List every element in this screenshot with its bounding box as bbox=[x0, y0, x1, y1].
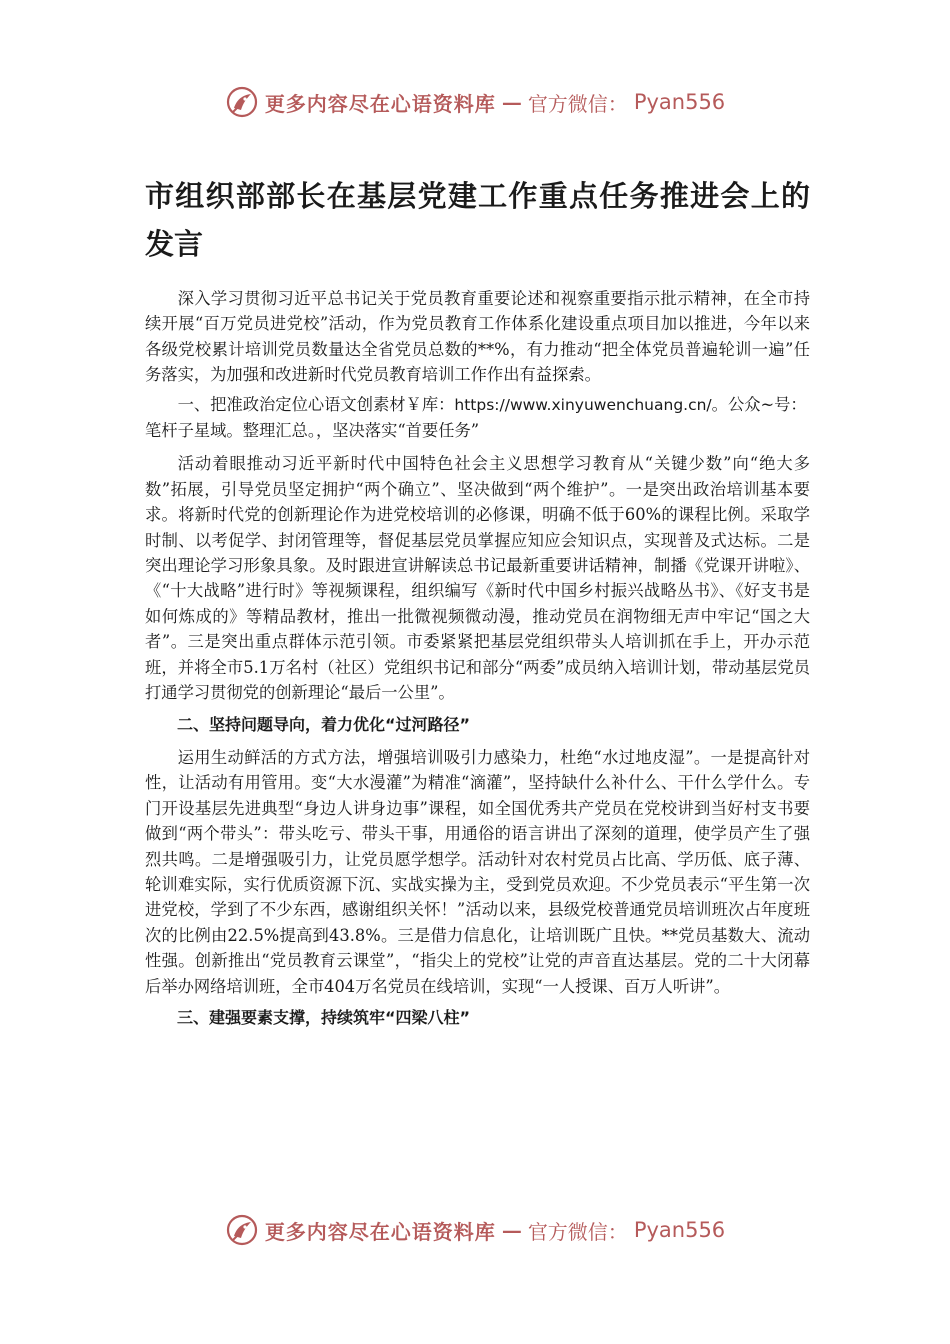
intro-paragraph: 深入学习贯彻习近平总书记关于党员教育重要论述和视察重要指示批示精神，在全市持续开展“百万党员进党校”活动，作为党员教育工作体系化建设重点项目加以推进，今年以来各级党校累计培训党员数量达全省党员总数的**%，有力推动“把全体党员普遍轮训一遍”任务落实，为加强和改进新时代党员教育培训工作作出有益探索。 bbox=[145, 289, 810, 385]
section1-heading-suffix: 。公众~号：笔杆子星域。整理汇总。，坚决落实“首要任务” bbox=[145, 394, 807, 441]
brand-text: 更多内容尽在心语资料库 bbox=[264, 1219, 496, 1244]
section2-body: 运用生动鲜活的方式方法，增强培训吸引力感染力，杜绝“水过地皮湿”。一是提高针对性，让活动有用管用。变“大水漫灌”为精准“滴灌”，坚持缺什么补什么、干什么学什么。专门开设基层先进典型“身边人讲身边事”课程，如全国优秀共产党员在党校讲到当好村支书要做到“两个带头”：带头吃亏、带头干事，用通俗的语言讲出了深刻的道理，使学员产生了强烈共鸣。二是增强吸引力，让党员愿学想学。活动针对农村党员占比高、学历低、底子薄、轮训难实际，实行优质资源下沉、实战实操为主，受到党员欢迎。不少党员表示“平生第一次进党校，学到了不少东西，感谢组织关怀！”活动以来，县级党校普通党员培训班次占年度班次的比例由22.5%提高到43.8%。三是借力信息化，让培训既广且快。**党员基数大、流动性强。创新推出“党员教育云课堂”，“指尖上的党校”让党的声音直达基层。党的二十大闭幕后举办网络培训班，全市404万名党员在线培训，实现“一人授课、百万人听讲”。 bbox=[145, 747, 810, 996]
brand-separator: — bbox=[501, 1218, 522, 1242]
section1-heading-url: https://www.xinyuwenchuang.cn/ bbox=[454, 395, 712, 414]
wechat-label: 官方微信： bbox=[527, 1219, 628, 1244]
document-title: 市组织部部长在基层党建工作重点任务推进会上的发言 bbox=[145, 179, 810, 261]
section1-heading-prefix: 一、把准政治定位心语文创素材￥库： bbox=[177, 394, 455, 414]
wechat-id: Pyan556 bbox=[633, 90, 726, 114]
brand-logo-icon bbox=[225, 1213, 259, 1247]
brand-text: 更多内容尽在心语资料库 bbox=[264, 91, 496, 116]
section2-heading: 二、坚持问题导向，着力优化“过河路径” bbox=[177, 714, 471, 734]
wechat-id: Pyan556 bbox=[633, 1218, 726, 1242]
footer-brand-bar bbox=[0, 1210, 950, 1250]
document-page bbox=[145, 172, 810, 1038]
section1-heading bbox=[145, 392, 810, 444]
section1-body: 活动着眼推动习近平新时代中国特色社会主义思想学习教育从“关键少数”向“绝大多数”拓展，引导党员坚定拥护“两个确立”、坚决做到“两个维护”。一是突出政治培训基本要求。将新时代党的创新理论作为进党校培训的必修课，明确不低于60%的课程比例。采取学时制、以考促学、封闭管理等，督促基层党员掌握应知应会知识点，实现普及式达标。二是突出理论学习形象具象。及时跟进宣讲解读总书记最新重要讲话精神，制播《党课开讲啦》、《“十大战略”进行时》等视频课程，组织编写《新时代中国乡村振兴战略丛书》、《好支书是如何炼成的》等精品教材，推出一批微视频微动漫，推动党员在润物细无声中牢记“国之大者”。三是突出重点群体示范引领。市委紧紧把基层党组织带头人培训抓在手上，开办示范班，并将全市5.1万名村（社区）党组织书记和部分“两委”成员纳入培训计划，带动基层党员打通学习贯彻党的创新理论“最后一公里”。 bbox=[145, 454, 810, 703]
wechat-label: 官方微信： bbox=[527, 91, 628, 116]
brand-separator: — bbox=[501, 90, 522, 114]
section3-heading: 三、建强要素支撑，持续筑牢“四梁八柱” bbox=[177, 1007, 471, 1027]
brand-logo-icon bbox=[225, 85, 259, 119]
header-brand-bar bbox=[0, 82, 950, 122]
